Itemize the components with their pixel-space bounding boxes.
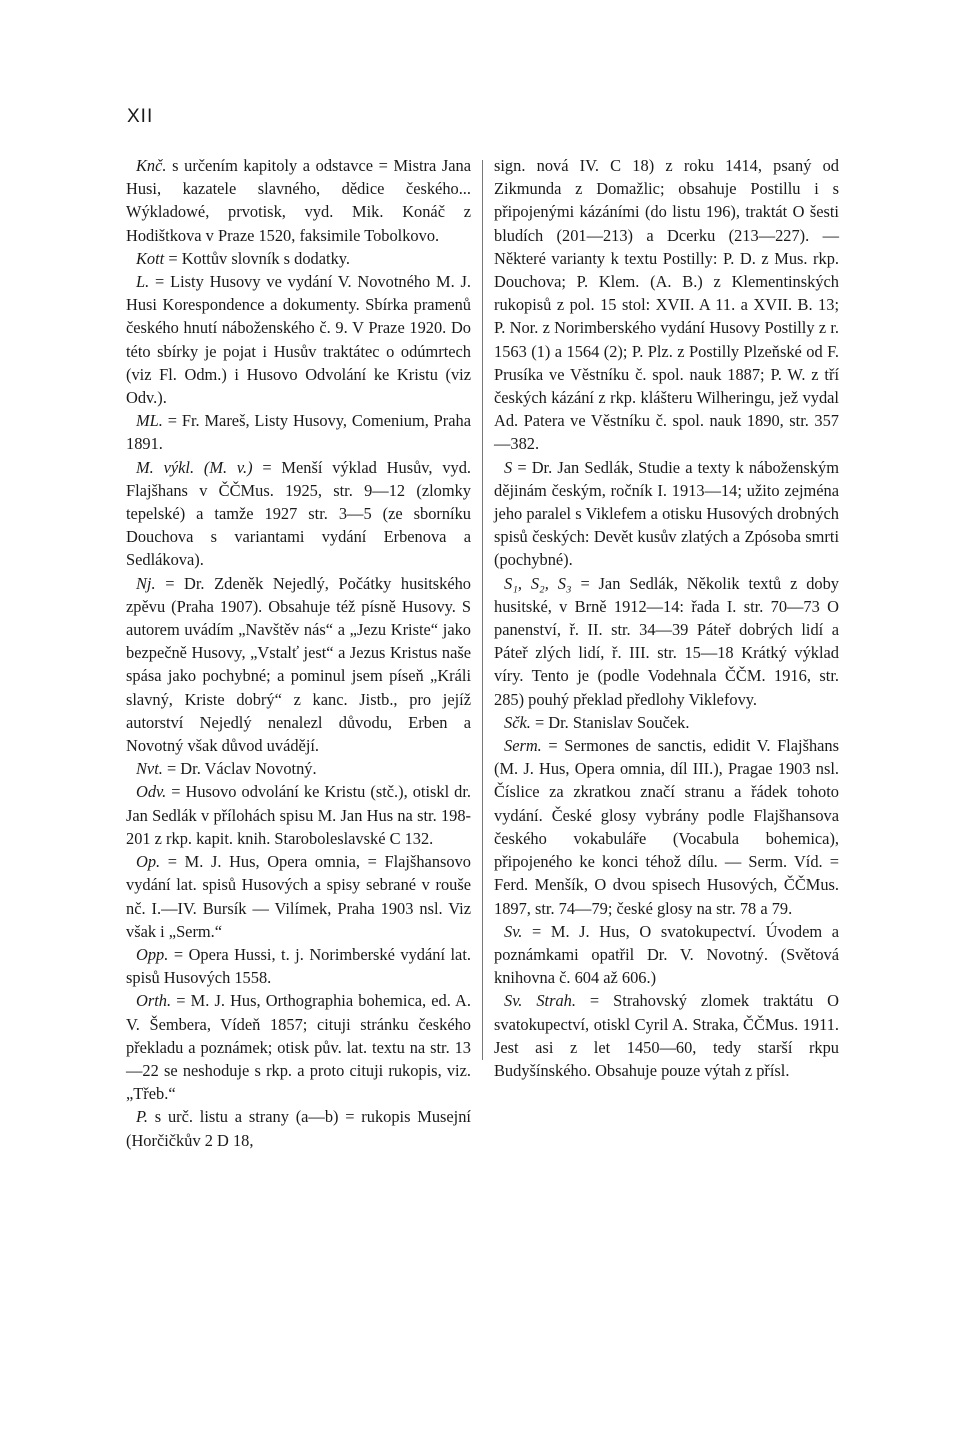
entry-text: = Dr. Zdeněk Nejedlý, Počátky husitského zpěvu (Praha 1907). Obsahuje též písně Husovy. S autorem uvádím „Navštěv nás“ a „Jezu Kriste“ jako bezpečně Husovy, „Vstalť jest“ a Jezus Kristus naše spása jako pochybné; a pominul jsem píseň „Králi slavný, Kriste dobrý“ z kanc. Jistb., pro jejíž autorství Nejedlý nenalezl důvodu, Erben a Novotný však důvod uvádějí. (126, 573, 471, 756)
entry-key: Opp. (136, 944, 169, 964)
entry-text: = Dr. Stanislav Souček. (530, 712, 690, 732)
entry-key: Nvt. (136, 759, 163, 779)
entry-text: s urč. listu a strany (a—b) = rukopis Musejní (Horčičkův 2 D 18, (126, 1107, 471, 1150)
entry-key: Kott (136, 248, 165, 268)
entry-key: Sv. (504, 921, 523, 941)
abbreviation-entry (126, 943, 471, 989)
abbreviation-entry (126, 270, 471, 409)
abbreviation-entry (126, 409, 471, 455)
abbreviation-entry (494, 154, 839, 456)
abbreviation-entry (126, 1105, 471, 1151)
column-divider (482, 160, 483, 1060)
entry-key: Serm. (504, 736, 542, 756)
entry-key: Odv. (136, 782, 167, 802)
entry-text: = Sermones de sanctis, edidit V. Flajšhans (M. J. Hus, Opera omnia, díl III.), Pragae 1903 nsl. Číslice za zkratkou značí stranu a řádek tohoto vydání. České glosy vybrány podle Flajšhansova českého vokabuláře (Vocabula bohemica), připojeného ke konci téhož dílu. — Serm. Víd. = Ferd. Menšík, O dvou spisech Husových, ČČMus. 1897, str. 74—79; české glosy na str. 78 a 79. (494, 736, 839, 918)
entry-key: Sčk. (504, 712, 531, 732)
entry-key: Op. (136, 852, 161, 872)
entry-key: Sv. Strah. (504, 991, 576, 1011)
abbreviation-entry (126, 572, 471, 758)
entry-text: sign. nová IV. C 18) z roku 1414, psaný od Zikmunda z Domažlic; obsahuje Postillu i s připojenými kázáními (do listu 196), traktát O šesti bludích (201—213) a Dcerku (213—227). — Některé varianty k textu Postilly: P. D. z Mus. rkp. Douchova; P. Klem. (A. B.) z Klementinských rukopisů z pol. 15 stol: XVII. A 11. a XVII. B. 13; P. Nor. z Norimberského vydání Husovy Postilly z r. 1563 (1) a 1564 (2); P. Plz. z Postilly Plzeňské od F. Prusíka ve Věstníku č. spol. nauk 1887; P. W. z tří českých kázání z rkp. klášteru Wilheringu, jež vydal Ad. Patera ve Věstníku č. spol. nauk 1890, str. 357—382. (494, 156, 839, 454)
abbreviation-entry (494, 989, 839, 1082)
abbreviation-entry (126, 247, 471, 270)
entry-text: = Jan Sedlák, Několik textů z doby husitské, v Brně 1912—14: řada I. str. 70—73 O panenství, ř. II. str. 34—39 Páteř dobrých lidí a Páteř zlých lidí, ř. III. str. 15—18 Krátký výklad víry. Tento je (podle Vodehnala ČČM. 1916, str. 285) pouhý překlad předlohy Viklefovy. (494, 573, 839, 709)
abbreviation-entry (126, 154, 471, 247)
abbreviation-entry (126, 456, 471, 572)
entry-key: ML. (136, 411, 163, 431)
abbreviation-entry (494, 572, 839, 711)
abbreviation-entry (126, 780, 471, 850)
entry-text: = Strahovský zlomek traktátu O svatokupectví, otiskl Cyril A. Straka, ČČMus. 1911. Jest asi z let 1450—60, tedy starší rkpu Budyšínského. Obsahuje pouze výtah z přísl. (494, 991, 839, 1080)
abbreviation-entry (494, 734, 839, 920)
abbreviation-entry (126, 989, 471, 1105)
page-number: XII (127, 106, 154, 127)
entry-text: = Kottův slovník s dodatky. (164, 248, 350, 268)
entry-text: = Husovo odvolání ke Kristu (stč.), otiskl dr. Jan Sedlák v přílohách spisu M. Jan Hus na str. 198-201 z rkp. kapit. knih. Staroboleslavské C 132. (126, 782, 471, 848)
abbreviation-entry (494, 920, 839, 990)
entry-key: Knč. (136, 156, 167, 175)
entry-text: s určením kapitoly a odstavce = Mistra Jana Husi, kazatele slavného, dědice českého... Wýkladowé, prvotisk, vyd. Mik. Konáč z Hodištkova v Praze 1520, faksimile Tobolkovo. (126, 156, 471, 245)
abbreviation-entry (126, 850, 471, 943)
abbreviation-entry (126, 757, 471, 780)
entry-text: = Dr. Jan Sedlák, Studie a texty k náboženským dějinám českým, ročník I. 1913—14; užito zejména jeho paralel s Viklefem a otisku Husových drobných spisů českých: Devět kusův zlatých a Zpósoba smrti (pochybné). (494, 457, 839, 570)
entry-text: = Fr. Mareš, Listy Husovy, Comenium, Praha 1891. (126, 411, 471, 454)
entry-key: L. (136, 272, 150, 292)
entry-text: = Listy Husovy ve vydání V. Novotného M. J. Husi Korespondence a dokumenty. Sbírka pramenů českého hnutí náboženského č. 9. V Praze 1920. Do této sbírky je pojat i Husův traktátec o odúmrtech (viz Fl. Odm.) i Husovo Odvolání ke Kristu (viz Odv.). (126, 272, 471, 408)
entry-key: M. výkl. (M. v.) (136, 457, 253, 477)
abbreviation-entry (494, 456, 839, 572)
entry-text: = Opera Hussi, t. j. Norimberské vydání lat. spisů Husových 1558. (126, 944, 471, 988)
abbreviation-entry (494, 711, 839, 734)
right-column (494, 154, 839, 1082)
entry-key: S₁, S₂, S₃ (504, 573, 572, 593)
entry-key: S (504, 457, 513, 477)
entry-text: = Dr. Václav Novotný. (162, 759, 317, 779)
entry-text: = M. J. Hus, Orthographia bohemica, ed. A. V. Šembera, Vídeň 1857; cituji stránku českého překladu a poznámek; otisk pův. lat. textu na str. 13—22 se neshoduje s rkp. a proto cituji rukopis, viz. „Třeb.“ (126, 991, 471, 1104)
entry-key: P. (136, 1107, 148, 1127)
entry-text: = M. J. Hus, Opera omnia, = Flajšhansovo vydání lat. spisů Husových a spisy sebrané v rouše nč. I.—IV. Bursík — Vilímek, Praha 1903 nsl. Viz však i „Serm.“ (126, 852, 471, 941)
entry-text: = M. J. Hus, O svatokupectví. Úvodem a poznámkami opatřil Dr. V. Novotný. (Světová knihovna č. 604 až 606.) (494, 921, 839, 988)
entry-key: Orth. (136, 991, 172, 1011)
entry-text: = Menší výklad Husův, vyd. Flajšhans v ČČMus. 1925, str. 9—12 (zlomky tepelské) a tamže 1927 str. 3—5 (ze sborníku Douchova s variantami vydání Erbenova a Sedlákova). (126, 457, 472, 570)
entry-key: Nj. (136, 573, 156, 593)
left-column (126, 154, 471, 1152)
